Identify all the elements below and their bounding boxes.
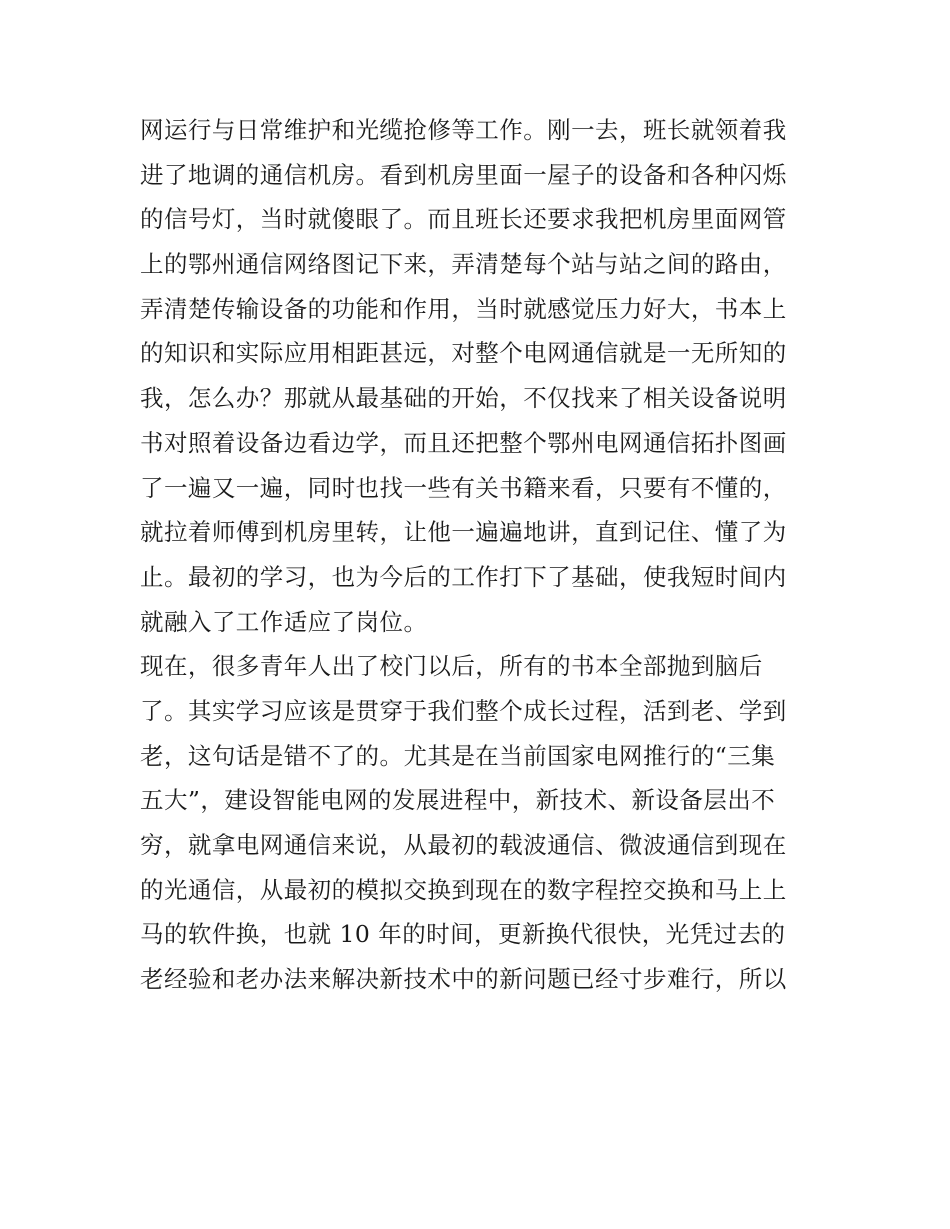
body-text: [140, 108, 815, 1002]
text-line: 马的软件换，也就 10 年的时间，更新换代很快，光凭过去的: [140, 920, 786, 949]
text-line: 了一遍又一遍，同时也找一些有关书籍来看，只要有不懂的，: [140, 473, 787, 502]
text-line: 上的鄂州通信网络图记下来，弄清楚每个站与站之间的路由，: [140, 250, 787, 279]
text-line: 网运行与日常维护和光缆抢修等工作。刚一去，班长就领着我: [140, 116, 787, 144]
text-line: 的知识和实际应用相距甚远，对整个电网通信就是一无所知的: [140, 339, 787, 368]
text-line: 老经验和老办法来解决新技术中的新问题已经寸步难行，所以: [140, 965, 787, 994]
text-line: 五大”，建设智能电网的发展进程中，新技术、新设备层出不: [140, 786, 776, 815]
text-line: 的光通信，从最初的模拟交换到现在的数字程控交换和马上上: [140, 875, 787, 904]
text-line: 弄清楚传输设备的功能和作用，当时就感觉压力好大，书本上: [140, 294, 787, 323]
text-line: 了。其实学习应该是贯穿于我们整个成长过程，活到老、学到: [140, 696, 787, 725]
text-line: 穷，就拿电网通信来说，从最初的载波通信、微波通信到现在: [140, 831, 787, 859]
text-line: 现在，很多青年人出了校门以后，所有的书本全部抛到脑后: [140, 652, 763, 681]
text-line: 的信号灯，当时就傻眼了。而且班长还要求我把机房里面网管: [140, 205, 787, 234]
text-line: 止。最初的学习，也为今后的工作打下了基础，使我短时间内: [140, 562, 787, 591]
text-line: 就拉着师傅到机房里转，让他一遍遍地讲，直到记住、懂了为: [140, 518, 787, 547]
text-line: 老，这句话是错不了的。尤其是在当前国家电网推行的“三集: [140, 741, 776, 770]
text-line: 我，怎么办？那就从最基础的开始，不仅找来了相关设备说明: [140, 384, 787, 413]
text-line: 书对照着设备边看边学，而且还把整个鄂州电网通信拓扑图画: [140, 428, 787, 457]
text-line: 就融入了工作适应了岗位。: [140, 607, 428, 636]
text-line: 进了地调的通信机房。看到机房里面一屋子的设备和各种闪烁: [140, 160, 787, 189]
